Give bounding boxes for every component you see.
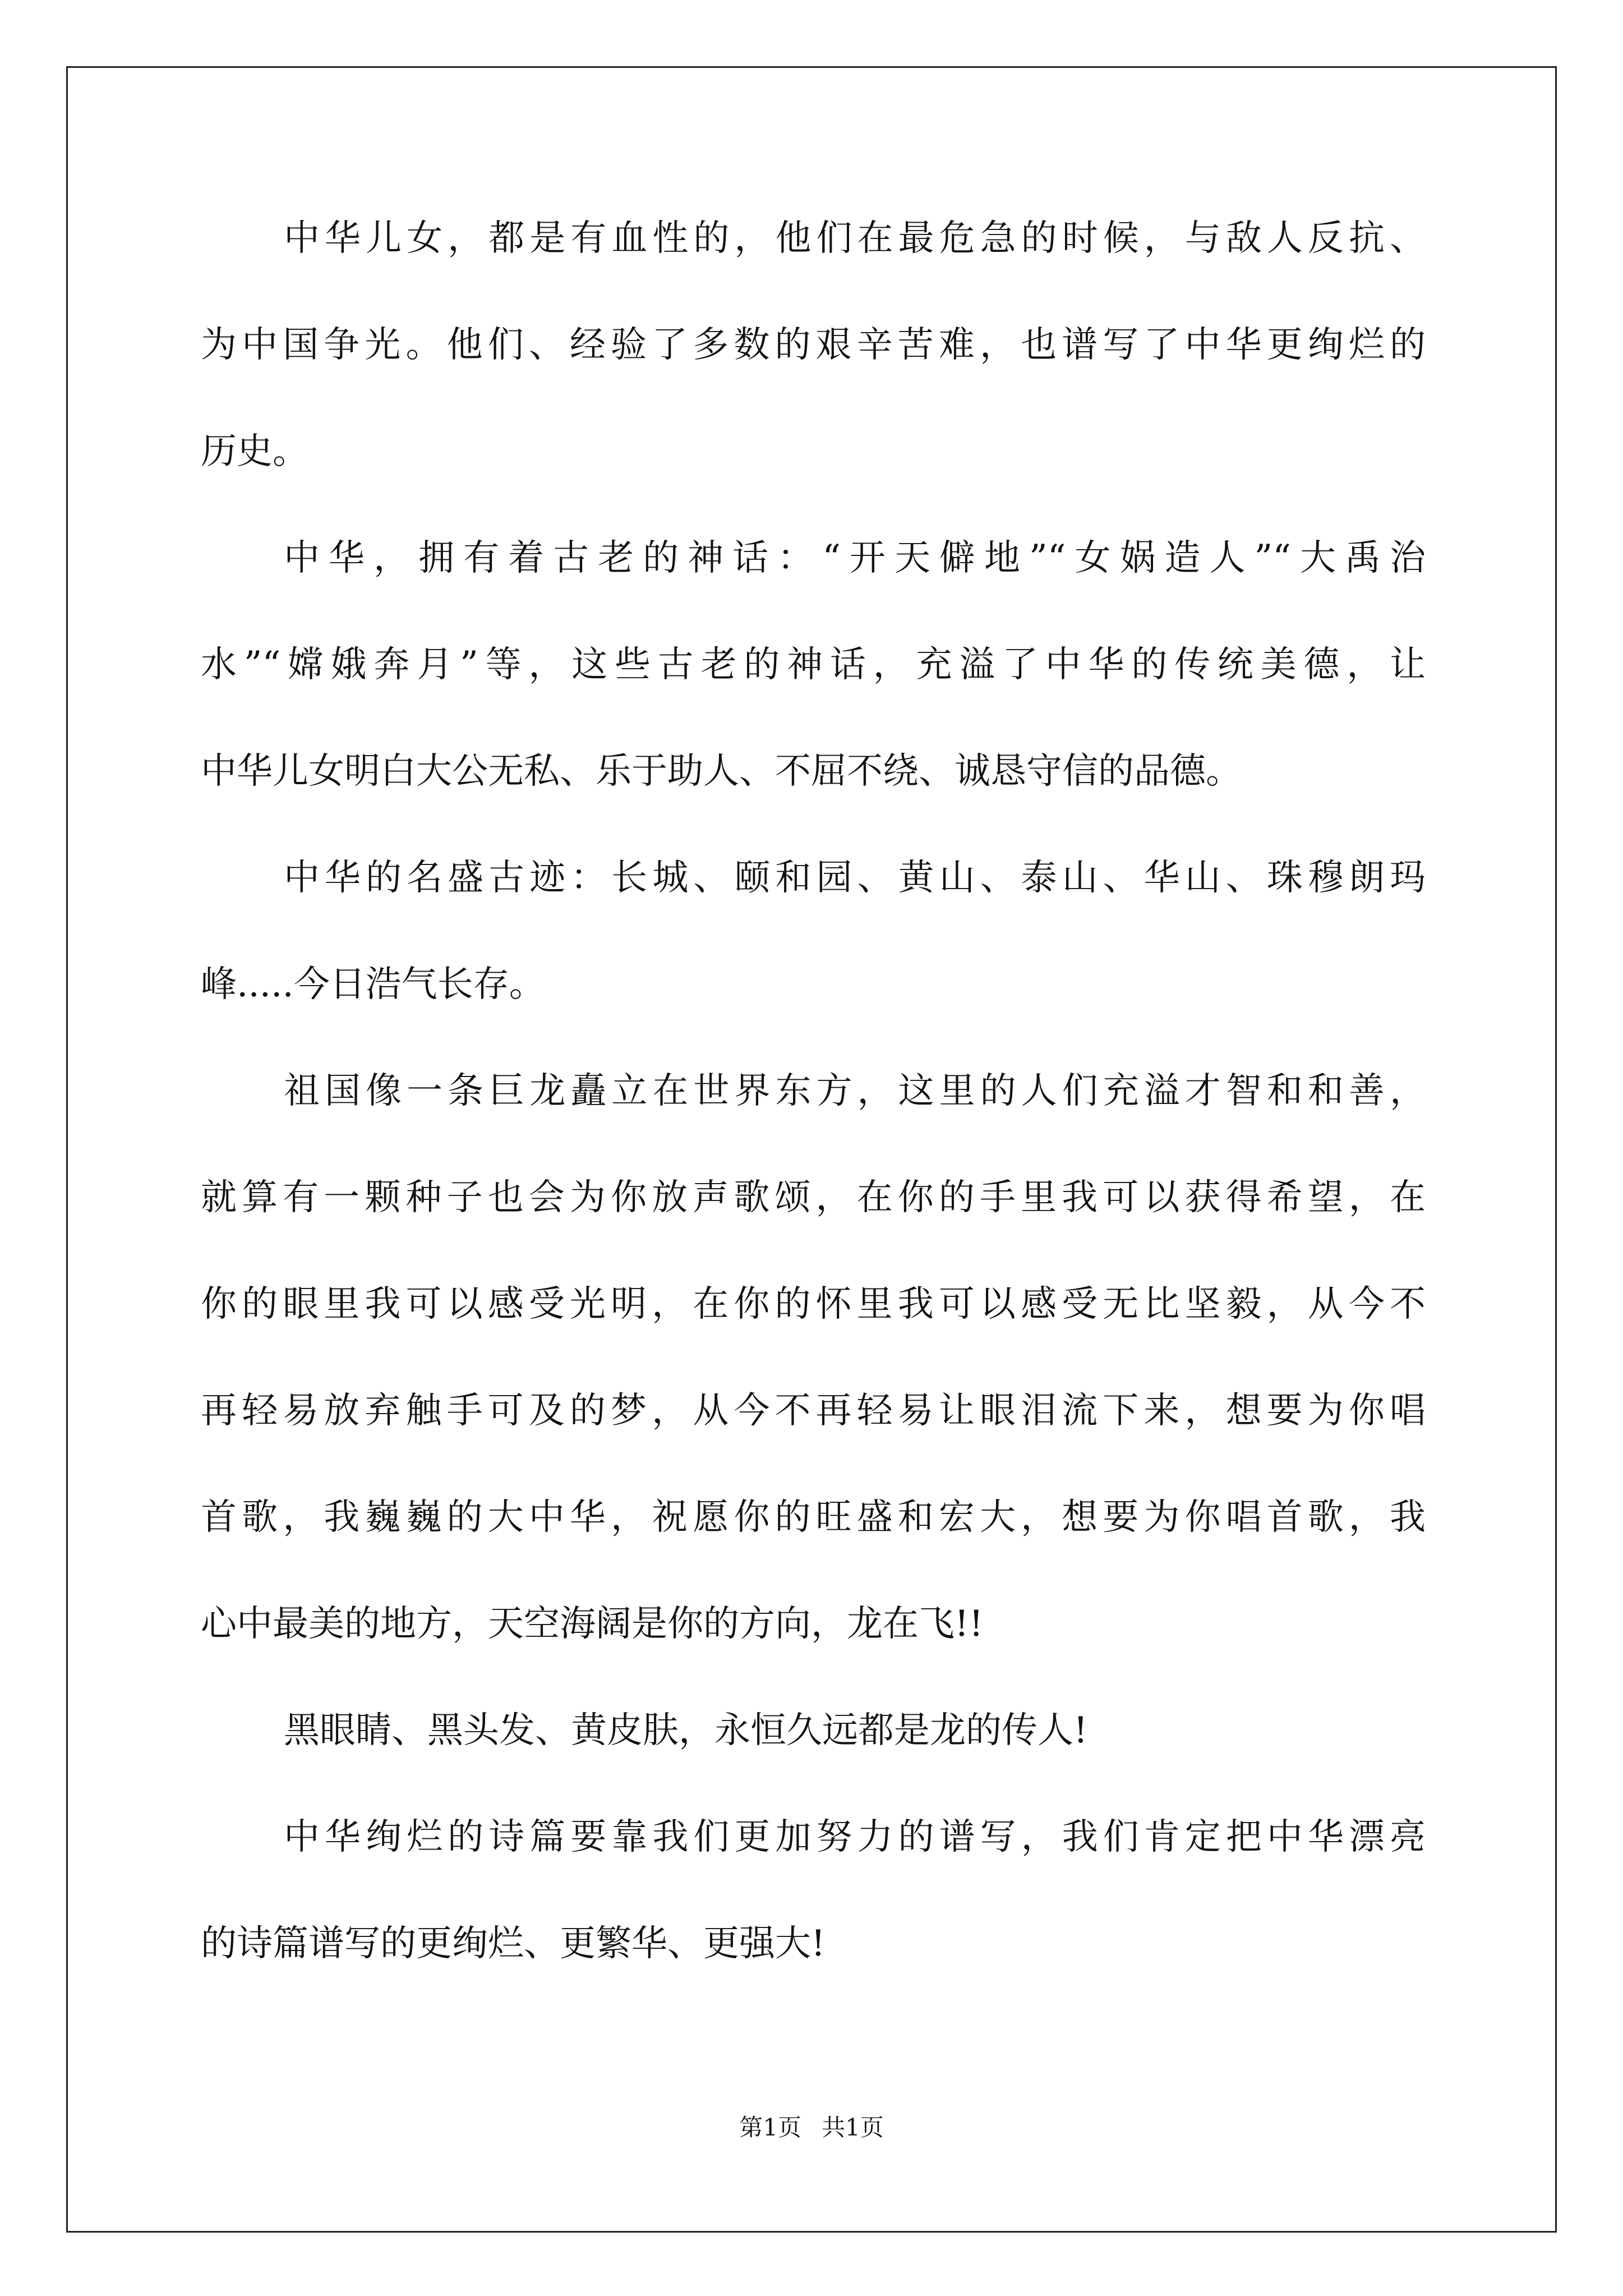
paragraph-2-line-2: 水”“嫦娥奔月”等，这些古老的神话，充溢了中华的传统美德，让 bbox=[201, 644, 1426, 685]
paragraph-4-line-6: 心中最美的地方，天空海阔是你的方向，龙在飞!! bbox=[201, 1603, 984, 1645]
paragraph-3-line-2: 峰.....今日浩气长存。 bbox=[201, 964, 545, 1005]
page-border bbox=[66, 66, 1557, 2233]
page-footer bbox=[0, 2111, 1623, 2145]
paragraph-2-line-3: 中华儿女明白大公无私、乐于助人、不屈不绕、诚恳守信的品德。 bbox=[201, 751, 1242, 792]
paragraph-6-line-1: 中华绚烂的诗篇要靠我们更加努力的谱写，我们肯定把中华漂亮 bbox=[284, 1816, 1426, 1858]
paragraph-5-line-1: 黑眼睛、黑头发、黄皮肤，永恒久远都是龙的传人! bbox=[284, 1710, 1088, 1751]
page-total: 共1页 bbox=[822, 2114, 884, 2141]
paragraph-1-line-2: 为中国争光。他们、经验了多数的艰辛苦难，也谱写了中华更绚烂的 bbox=[201, 324, 1426, 366]
paragraph-1-line-3: 历史。 bbox=[201, 431, 308, 472]
page-number: 第1页 bbox=[739, 2114, 801, 2141]
paragraph-3-line-1: 中华的名盛古迹：长城、颐和园、黄山、泰山、华山、珠穆朗玛 bbox=[284, 857, 1426, 899]
paragraph-4-line-5: 首歌，我巍巍的大中华，祝愿你的旺盛和宏大，想要为你唱首歌，我 bbox=[201, 1497, 1426, 1538]
paragraph-4-line-3: 你的眼里我可以感受光明，在你的怀里我可以感受无比坚毅，从今不 bbox=[201, 1283, 1426, 1325]
paragraph-2-line-1: 中华，拥有着古老的神话：“开天僻地”“女娲造人”“大禹治 bbox=[284, 537, 1426, 579]
paragraph-4-line-4: 再轻易放弃触手可及的梦，从今不再轻易让眼泪流下来，想要为你唱 bbox=[201, 1390, 1426, 1432]
paragraph-1-line-1: 中华儿女，都是有血性的，他们在最危急的时候，与敌人反抗、 bbox=[284, 218, 1426, 259]
paragraph-4-line-1: 祖国像一条巨龙矗立在世界东方，这里的人们充溢才智和和善， bbox=[284, 1070, 1426, 1112]
paragraph-6-line-2: 的诗篇谱写的更绚烂、更繁华、更强大! bbox=[201, 1923, 826, 1964]
paragraph-4-line-2: 就算有一颗种子也会为你放声歌颂，在你的手里我可以获得希望，在 bbox=[201, 1177, 1426, 1218]
